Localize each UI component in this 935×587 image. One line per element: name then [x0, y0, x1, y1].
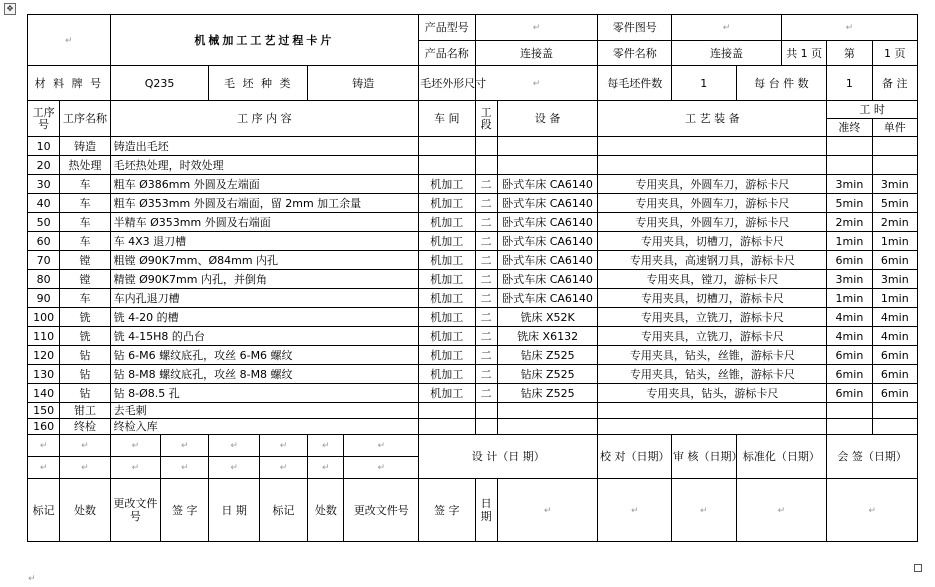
col-hours: 工 时	[827, 101, 918, 119]
table-cell[interactable]: 钻 6-M6 螺纹底孔，攻丝 6-M6 螺纹	[110, 346, 418, 365]
paragraph-mark: ↵	[322, 441, 330, 451]
blank-type-label: 毛 坯 种 类	[209, 66, 308, 101]
blank-cell[interactable]	[60, 435, 110, 457]
table-cell[interactable]: 卧式车床 CA6140	[497, 213, 598, 232]
table-cell[interactable]: 卧式车床 CA6140	[497, 251, 598, 270]
col-prep-time: 准终	[827, 119, 872, 137]
blank-cell[interactable]	[110, 435, 160, 457]
table-row[interactable]	[28, 346, 918, 365]
check-date-label: 校 对（日期）	[598, 435, 672, 479]
table-cell[interactable]: 钻 8-Ø8.5 孔	[110, 384, 418, 403]
title-row-1	[28, 15, 918, 41]
table-cell[interactable]: 6min	[827, 346, 872, 365]
part-name-value[interactable]: 连接盖	[672, 41, 782, 66]
table-cell[interactable]: 专用夹具，立铣刀，游标卡尺	[598, 327, 827, 346]
table-cell[interactable]: 二	[475, 213, 497, 232]
table-cell[interactable]: 6min	[827, 365, 872, 384]
table-cell[interactable]: 镗	[60, 270, 110, 289]
blank-size-label: 毛坯外形尺寸	[419, 66, 475, 101]
table-cell[interactable]: 专用夹具，镗刀，游标卡尺	[598, 270, 827, 289]
table-cell[interactable]: 铣	[60, 327, 110, 346]
total-pages-cell: 共 1 页	[781, 41, 826, 66]
col-unit-time: 单件	[872, 119, 917, 137]
table-cell[interactable]	[872, 156, 917, 175]
table-cell[interactable]: 20	[28, 156, 60, 175]
table-cell[interactable]	[419, 156, 475, 175]
paragraph-mark: ↵	[722, 23, 731, 33]
table-cell[interactable]: 粗镗 Ø90K7mm、Ø84mm 内孔	[110, 251, 418, 270]
table-cell[interactable]: 3min	[872, 270, 917, 289]
revision-mark2-label: 标记	[259, 479, 307, 542]
revision-mark-label: 标记	[28, 479, 60, 542]
table-cell[interactable]: 机加工	[419, 346, 475, 365]
part-name-label: 零件名称	[598, 41, 672, 66]
table-cell[interactable]	[475, 419, 497, 435]
paragraph-mark: ↵	[543, 505, 552, 516]
table-cell[interactable]: 100	[28, 308, 60, 327]
blank-size-value[interactable]	[475, 66, 598, 101]
paragraph-mark: ↵	[180, 441, 189, 451]
table-cell[interactable]	[475, 156, 497, 175]
table-cell[interactable]: 车	[60, 194, 110, 213]
table-cell[interactable]: 卧式车床 CA6140	[497, 194, 598, 213]
table-cell[interactable]: 2min	[872, 213, 917, 232]
table-cell[interactable]: 钳工	[60, 403, 110, 419]
paragraph-mark: ↵	[81, 463, 89, 473]
paragraph-mark: ↵	[630, 505, 639, 516]
blank-type-value[interactable]: 铸造	[308, 66, 419, 101]
table-cell[interactable]: 二	[475, 289, 497, 308]
table-row[interactable]	[28, 251, 918, 270]
table-cell[interactable]: 1min	[827, 232, 872, 251]
page-number-cell: 1 页	[872, 41, 917, 66]
table-cell[interactable]: 2min	[827, 213, 872, 232]
table-row[interactable]	[28, 289, 918, 308]
table-cell[interactable]: 机加工	[419, 213, 475, 232]
table-cell[interactable]: 终检入库	[110, 419, 418, 435]
table-cell[interactable]: 铣	[60, 308, 110, 327]
col-op-no: 工序号	[28, 101, 60, 137]
table-move-handle-icon[interactable]: ✥	[4, 3, 16, 15]
table-cell[interactable]: 二	[475, 175, 497, 194]
design-sign-cell[interactable]	[497, 479, 598, 542]
paragraph-mark: ↵	[777, 505, 786, 516]
table-cell[interactable]: 卧式车床 CA6140	[497, 232, 598, 251]
countersign-date-label: 会 签（日期）	[827, 435, 918, 479]
table-cell[interactable]	[598, 156, 827, 175]
table-cell[interactable]: 5min	[872, 194, 917, 213]
table-cell[interactable]: 110	[28, 327, 60, 346]
table-cell[interactable]: 机加工	[419, 251, 475, 270]
table-cell[interactable]	[497, 137, 598, 156]
table-cell[interactable]	[475, 137, 497, 156]
table-cell[interactable]: 机加工	[419, 194, 475, 213]
table-cell[interactable]: 二	[475, 251, 497, 270]
revision-blank-row-1	[28, 435, 918, 457]
table-cell[interactable]: 钻床 Z525	[497, 346, 598, 365]
blank-cell[interactable]	[259, 457, 307, 479]
paragraph-mark: ↵	[65, 35, 73, 46]
table-cell[interactable]: 车	[60, 232, 110, 251]
paragraph-mark: ↵	[377, 441, 386, 451]
table-cell[interactable]: 二	[475, 232, 497, 251]
table-cell[interactable]: 卧式车床 CA6140	[497, 289, 598, 308]
table-row[interactable]	[28, 156, 918, 175]
table-row[interactable]	[28, 327, 918, 346]
table-cell[interactable]: 150	[28, 403, 60, 419]
blank-cell[interactable]	[308, 457, 344, 479]
table-cell[interactable]: 机加工	[419, 308, 475, 327]
table-cell[interactable]: 160	[28, 419, 60, 435]
table-cell[interactable]: 二	[475, 308, 497, 327]
table-cell[interactable]: 4min	[872, 327, 917, 346]
table-cell[interactable]: 机加工	[419, 232, 475, 251]
paragraph-mark: ↵	[279, 441, 288, 451]
table-row[interactable]	[28, 213, 918, 232]
material-grade-label: 材 料 牌 号	[28, 66, 111, 101]
col-section: 工段	[475, 101, 497, 137]
table-row[interactable]	[28, 365, 918, 384]
table-cell[interactable]: 1min	[872, 232, 917, 251]
card-title: 机械加工工艺过程卡片	[110, 15, 418, 66]
table-cell[interactable]	[872, 137, 917, 156]
table-cell[interactable]	[827, 419, 872, 435]
paragraph-mark: ↵	[868, 505, 876, 516]
per-blank-label: 每毛坯件数	[598, 66, 672, 101]
table-cell[interactable]: 铸造出毛坯	[110, 137, 418, 156]
col-equipment: 设 备	[497, 101, 598, 137]
blank-cell[interactable]	[161, 435, 209, 457]
blank-cell[interactable]	[209, 457, 259, 479]
standard-sign-cell[interactable]	[736, 479, 827, 542]
table-cell[interactable]: 铣 4-15H8 的凸台	[110, 327, 418, 346]
table-cell[interactable]: 车	[60, 289, 110, 308]
table-cell[interactable]: 机加工	[419, 384, 475, 403]
table-cell[interactable]: 60	[28, 232, 60, 251]
table-cell[interactable]: 70	[28, 251, 60, 270]
per-machine-value[interactable]: 1	[827, 66, 872, 101]
table-cell[interactable]: 6min	[872, 251, 917, 270]
table-cell[interactable]: 粗车 Ø353mm 外圆及右端面，留 2mm 加工余量	[110, 194, 418, 213]
table-cell[interactable]: 铸造	[60, 137, 110, 156]
col-workshop: 车 间	[419, 101, 475, 137]
table-cell[interactable]	[827, 156, 872, 175]
table-cell[interactable]: 终检	[60, 419, 110, 435]
revision-count2-label: 处数	[308, 479, 344, 542]
table-cell[interactable]: 钻床 Z525	[497, 365, 598, 384]
table-cell[interactable]: 4min	[872, 308, 917, 327]
table-row[interactable]	[28, 419, 918, 435]
table-cell[interactable]: 车	[60, 213, 110, 232]
countersign-sign-cell[interactable]	[827, 479, 918, 542]
table-cell[interactable]	[475, 403, 497, 419]
table-cell[interactable]: 4min	[827, 327, 872, 346]
revision-docno-label: 更改文件号	[110, 479, 160, 542]
blank-cell[interactable]	[344, 457, 419, 479]
table-cell[interactable]	[497, 156, 598, 175]
product-model-value[interactable]	[475, 15, 598, 41]
blank-cell[interactable]	[110, 457, 160, 479]
table-cell[interactable]: 40	[28, 194, 60, 213]
table-cell[interactable]	[827, 137, 872, 156]
table-row[interactable]	[28, 175, 918, 194]
table-cell[interactable]: 精镗 Ø90K7mm 内孔，并倒角	[110, 270, 418, 289]
table-cell[interactable]: 机加工	[419, 289, 475, 308]
product-name-value[interactable]: 连接盖	[475, 41, 598, 66]
table-cell[interactable]: 10	[28, 137, 60, 156]
check-sign-cell[interactable]	[598, 479, 672, 542]
paragraph-mark: ↵	[39, 441, 48, 451]
table-cell[interactable]: 钻	[60, 365, 110, 384]
table-cell[interactable]: 专用夹具，钻头，丝锥，游标卡尺	[598, 346, 827, 365]
revision-date-label: 日 期	[209, 479, 259, 542]
paragraph-mark: ↵	[700, 505, 708, 516]
blank-cell[interactable]	[161, 457, 209, 479]
paragraph-mark: ↵	[279, 463, 288, 473]
revision-count-label: 处数	[60, 479, 110, 542]
table-cell[interactable]: 二	[475, 194, 497, 213]
table-cell[interactable]: 3min	[872, 175, 917, 194]
table-cell[interactable]: 120	[28, 346, 60, 365]
table-cell[interactable]: 车	[60, 175, 110, 194]
table-cell[interactable]: 专用夹具，外圆车刀，游标卡尺	[598, 213, 827, 232]
revision-sign2-label: 签 字	[419, 479, 475, 542]
blank-cell[interactable]	[60, 457, 110, 479]
table-cell[interactable]: 130	[28, 365, 60, 384]
table-cell[interactable]: 钻床 Z525	[497, 384, 598, 403]
review-sign-cell[interactable]	[672, 479, 737, 542]
table-cell[interactable]: 140	[28, 384, 60, 403]
table-cell[interactable]: 专用夹具，外圆车刀，游标卡尺	[598, 194, 827, 213]
revision-header-row	[28, 479, 918, 542]
paragraph-mark: ↵	[845, 23, 854, 33]
table-cell[interactable]: 专用夹具，钻头，丝锥，游标卡尺	[598, 365, 827, 384]
paragraph-mark: ↵	[81, 441, 89, 451]
table-cell[interactable]: 30	[28, 175, 60, 194]
paragraph-mark: ↵	[131, 463, 140, 473]
paragraph-mark: ↵	[180, 463, 189, 473]
page-label: 第	[827, 41, 872, 66]
paragraph-mark: ↵	[377, 463, 386, 473]
table-cell[interactable]: 半精车 Ø353mm 外圆及右端面	[110, 213, 418, 232]
table-cell[interactable]	[419, 137, 475, 156]
table-cell[interactable]: 二	[475, 270, 497, 289]
paragraph-mark: ↵	[532, 78, 541, 89]
table-cell[interactable]: 钻	[60, 384, 110, 403]
table-cell[interactable]: 90	[28, 289, 60, 308]
table-row[interactable]	[28, 232, 918, 251]
table-cell[interactable]: 专用夹具，切槽刀，游标卡尺	[598, 232, 827, 251]
top-right-blank[interactable]	[781, 15, 917, 41]
table-cell[interactable]	[598, 137, 827, 156]
table-cell[interactable]	[872, 403, 917, 419]
table-cell[interactable]: 车内孔退刀槽	[110, 289, 418, 308]
table-row[interactable]	[28, 137, 918, 156]
table-cell[interactable]: 5min	[827, 194, 872, 213]
table-cell[interactable]: 车 4X3 退刀槽	[110, 232, 418, 251]
table-row[interactable]	[28, 384, 918, 403]
blank-cell[interactable]	[28, 435, 60, 457]
standard-date-label: 标准化（日期）	[736, 435, 827, 479]
col-op-name: 工序名称	[60, 101, 110, 137]
table-cell[interactable]: 热处理	[60, 156, 110, 175]
paragraph-mark: ↵	[532, 23, 541, 33]
table-cell[interactable]	[598, 403, 827, 419]
table-cell[interactable]: 专用夹具，高速钢刀具，游标卡尺	[598, 251, 827, 270]
table-cell[interactable]	[497, 403, 598, 419]
table-row[interactable]	[28, 270, 918, 289]
table-cell[interactable]: 二	[475, 346, 497, 365]
per-blank-value[interactable]: 1	[672, 66, 737, 101]
table-cell[interactable]: 6min	[872, 365, 917, 384]
table-cell[interactable]: 80	[28, 270, 60, 289]
table-cell[interactable]	[497, 419, 598, 435]
table-cell[interactable]: 粗车 Ø386mm 外圆及左端面	[110, 175, 418, 194]
revision-sign-label: 签 字	[161, 479, 209, 542]
table-cell[interactable]: 6min	[872, 384, 917, 403]
col-content: 工 序 内 容	[110, 101, 418, 137]
table-cell[interactable]: 专用夹具，切槽刀，游标卡尺	[598, 289, 827, 308]
table-cell[interactable]: 毛坯热处理，时效处理	[110, 156, 418, 175]
table-cell[interactable]: 卧式车床 CA6140	[497, 175, 598, 194]
column-header-row-1	[28, 101, 918, 119]
paragraph-mark: ↵	[230, 441, 238, 451]
table-cell[interactable]: 3min	[827, 175, 872, 194]
product-model-label: 产品型号	[419, 15, 475, 41]
material-row	[28, 66, 918, 101]
table-cell[interactable]: 钻 8-M8 螺纹底孔，攻丝 8-M8 螺纹	[110, 365, 418, 384]
review-date-label: 审 核（日期）	[672, 435, 737, 479]
design-date-label: 设 计（日 期）	[419, 435, 598, 479]
process-card-table	[27, 14, 918, 542]
table-cell[interactable]: 1min	[872, 289, 917, 308]
table-cell[interactable]: 3min	[827, 270, 872, 289]
table-row[interactable]	[28, 308, 918, 327]
table-cell[interactable]	[598, 419, 827, 435]
paragraph-mark: ↵	[28, 574, 36, 584]
revision-docno2-label: 更改文件号	[344, 479, 419, 542]
table-cell[interactable]: 二	[475, 365, 497, 384]
table-cell[interactable]: 机加工	[419, 270, 475, 289]
table-cell[interactable]: 去毛刺	[110, 403, 418, 419]
table-cell[interactable]: 铣 4-20 的槽	[110, 308, 418, 327]
paragraph-mark: ↵	[131, 441, 140, 451]
blank-cell[interactable]	[209, 435, 259, 457]
table-cell[interactable]: 专用夹具，钻头，游标卡尺	[598, 384, 827, 403]
table-cell[interactable]: 6min	[827, 251, 872, 270]
table-cell[interactable]: 机加工	[419, 327, 475, 346]
table-cell[interactable]: 6min	[827, 384, 872, 403]
paragraph-mark: ↵	[322, 463, 330, 473]
table-cell[interactable]: 4min	[827, 308, 872, 327]
blank-cell[interactable]	[259, 435, 307, 457]
col-tooling: 工 艺 装 备	[598, 101, 827, 137]
blank-cell[interactable]	[308, 435, 344, 457]
table-cell[interactable]: 6min	[872, 346, 917, 365]
table-cell[interactable]: 铣床 X6132	[497, 327, 598, 346]
revision-date2-label: 日期	[475, 479, 497, 542]
paragraph-mark: ↵	[39, 463, 48, 473]
table-cell[interactable]: 50	[28, 213, 60, 232]
table-cell[interactable]: 二	[475, 327, 497, 346]
remark-label: 备 注	[872, 66, 917, 101]
paragraph-mark: ↵	[230, 463, 238, 473]
title-left-blank[interactable]	[28, 15, 111, 66]
product-name-label: 产品名称	[419, 41, 475, 66]
table-cell[interactable]: 专用夹具，立铣刀，游标卡尺	[598, 308, 827, 327]
material-grade-value[interactable]: Q235	[110, 66, 209, 101]
table-cell[interactable]: 铣床 X52K	[497, 308, 598, 327]
table-cell[interactable]	[827, 403, 872, 419]
table-cell[interactable]	[419, 403, 475, 419]
table-cell[interactable]: 机加工	[419, 175, 475, 194]
table-cell[interactable]	[872, 419, 917, 435]
blank-cell[interactable]	[344, 435, 419, 457]
per-machine-label: 每 台 件 数	[736, 66, 827, 101]
blank-cell[interactable]	[28, 457, 60, 479]
table-row[interactable]	[28, 194, 918, 213]
table-cell[interactable]: 专用夹具，外圆车刀，游标卡尺	[598, 175, 827, 194]
table-cell[interactable]: 二	[475, 384, 497, 403]
table-cell[interactable]: 1min	[827, 289, 872, 308]
resize-handle-icon[interactable]	[914, 564, 922, 572]
table-cell[interactable]: 镗	[60, 251, 110, 270]
table-cell[interactable]: 卧式车床 CA6140	[497, 270, 598, 289]
table-cell[interactable]: 机加工	[419, 365, 475, 384]
part-drawing-value[interactable]	[672, 15, 782, 41]
part-drawing-label: 零件图号	[598, 15, 672, 41]
table-cell[interactable]	[419, 419, 475, 435]
table-cell[interactable]: 钻	[60, 346, 110, 365]
table-row[interactable]	[28, 403, 918, 419]
